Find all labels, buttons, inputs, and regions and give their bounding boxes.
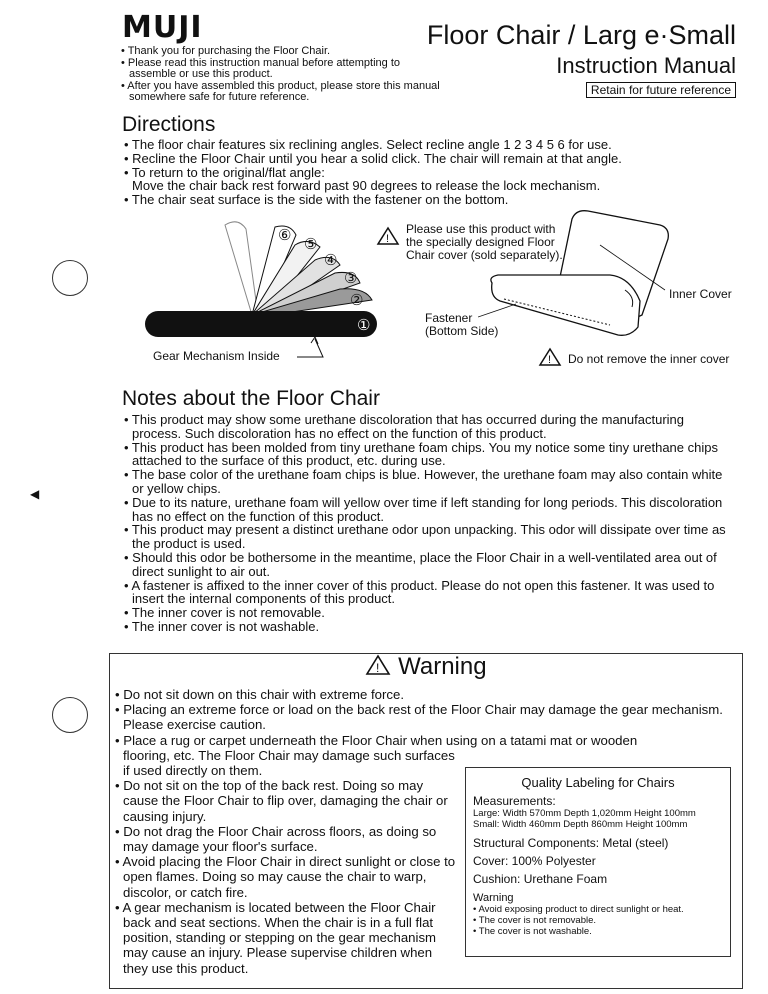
angle-label: ② xyxy=(350,292,364,309)
list-item: • Placing an extreme force or load on the back rest of the Floor Chair may damage the gear mechanism. Please exercise caution. xyxy=(115,702,723,733)
directions-line: • To return to the original/flat angle: xyxy=(124,164,325,180)
chair-cushion-diagram xyxy=(480,205,700,345)
chair-base xyxy=(145,311,377,337)
list-item: • A gear mechanism is located between the Floor Chair back and seat sections. When the chair is in a full flat position, standing or stepping on the gear mechanism may cause an injury. Please supervise children when they use this product. xyxy=(115,899,437,976)
list-item: • This product may present a distinct urethane odor upon unpacking. This odor will dissipate over time as the product is used. xyxy=(124,522,726,552)
fastener-label: Fastener xyxy=(425,311,473,325)
list-item: • The inner cover is not washable. xyxy=(124,618,320,634)
punch-hole xyxy=(52,260,88,296)
structural-components: Structural Components: Metal (steel) xyxy=(473,836,669,850)
notes-list xyxy=(119,413,729,634)
list-item: • Place a rug or carpet underneath the Floor Chair when using on a tatami mat or wooden xyxy=(115,732,638,748)
do-not-remove-note: Do not remove the inner cover xyxy=(568,352,730,366)
punch-hole xyxy=(52,697,88,733)
angle-label: ④ xyxy=(324,252,338,269)
list-item: • Should this odor be bothersome in the meantime, place the Floor Chair in a well-ventilated area out of direct sunlight to air out. xyxy=(124,549,717,579)
measurements-large: Large: Width 570mm Depth 1,020mm Height 100mm xyxy=(473,808,696,819)
manual-title: Floor Chair / Larg e·Small xyxy=(426,20,736,50)
notes-heading: Notes about the Floor Chair xyxy=(122,387,380,410)
directions-line: • The chair seat surface is the side with the fastener on the bottom. xyxy=(124,192,509,208)
fold-arrow-icon: ◀ xyxy=(30,487,40,501)
list-item: • Avoid placing the Floor Chair in direct sunlight or close to open flames. Doing so may cause the chair to warp, discolor, or catch fire. xyxy=(115,854,456,900)
quality-heading: Quality Labeling for Chairs xyxy=(521,775,675,790)
directions-text xyxy=(119,138,719,207)
list-item: • This product may show some urethane discoloration that has occurred during the manufacturing process. Such discoloration has no effect on the function of this product. xyxy=(124,412,685,441)
list-item: • The base color of the urethane foam chips is blue. However, the urethane foam may also contain white or yellow chips. xyxy=(124,467,723,496)
list-item: • This product has been molded from tiny urethane foam chips. You my notice some tiny urethane chips attached to the surface of this product, etc. during use. xyxy=(124,439,718,469)
quality-label-box xyxy=(465,767,731,957)
directions-line: • Recline the Floor Chair until you hear a solid click. The chair will remain at that angle. xyxy=(124,150,622,166)
fastener-sub-label: (Bottom Side) xyxy=(425,324,499,338)
cover-note: Please use this product with the specially designed Floor Chair cover (sold separately). xyxy=(406,222,563,262)
list-item: • The inner cover is not removable. xyxy=(124,605,325,621)
warning-heading-text: Warning xyxy=(398,653,487,680)
fastener-pointer xyxy=(478,302,518,320)
list-item: • Due to its nature, urethane foam will yellow over time if left standing for long periods. This discoloration has no effect on the function of this product. xyxy=(124,494,723,524)
list-item-continued: flooring, etc. The Floor Chair may damage such surfaces if used directly on them. xyxy=(123,747,455,779)
measurements-small: Small: Width 460mm Depth 860mm Height 100mm xyxy=(473,819,688,830)
cover-material: Cover: 100% Polyester xyxy=(473,854,596,868)
intro-text xyxy=(119,46,449,104)
directions-heading: Directions xyxy=(122,113,216,136)
quality-warning-item: • The cover is not removable. xyxy=(473,915,597,926)
svg-text:!: ! xyxy=(548,354,552,366)
svg-text:!: ! xyxy=(386,233,390,245)
brand-logo: MUJI xyxy=(122,10,203,45)
caution-icon xyxy=(538,347,562,367)
list-item: • A fastener is affixed to the inner cover of this product. Please do not open this fastener. It was used to insert the internal components of this product. xyxy=(124,577,715,607)
list-item: • Do not sit down on this chair with extreme force. xyxy=(115,687,405,702)
caution-icon xyxy=(376,226,400,246)
list-item: • Do not drag the Floor Chair across floors, as doing so may damage your floor's surface. xyxy=(115,823,437,855)
quality-warning-item: • Avoid exposing product to direct sunlight or heat. xyxy=(473,904,684,915)
intro-line: • Please read this instruction manual before attempting to assemble or use this product. xyxy=(121,56,401,80)
retain-label: Retain for future reference xyxy=(586,82,736,98)
svg-text:!: ! xyxy=(376,661,380,675)
directions-line: • The floor chair features six reclining angles. Select recline angle 1 2 3 4 5 6 for use. xyxy=(124,137,612,152)
angle-label: ⑤ xyxy=(304,236,318,253)
warning-heading xyxy=(0,653,768,681)
intro-line: • After you have assembled this product, please store this manual somewhere safe for future reference. xyxy=(121,79,440,103)
angle-label: ① xyxy=(357,317,371,334)
inner-cover-label: Inner Cover xyxy=(669,287,732,301)
intro-line: • Thank you for purchasing the Floor Chair. xyxy=(121,45,331,57)
recline-angle-diagram xyxy=(140,215,390,365)
list-item: • Do not sit on the top of the back rest. Doing so may cause the Floor Chair to flip over, damaging the chair or causing injury. xyxy=(115,778,448,824)
directions-line: Move the chair back rest forward past 90 degrees to release the lock mechanism. xyxy=(132,178,601,194)
gear-label: Gear Mechanism Inside xyxy=(153,349,280,363)
gear-pointer xyxy=(295,335,325,359)
quality-warning-item: • The cover is not washable. xyxy=(473,926,592,937)
caution-icon xyxy=(365,654,391,676)
angle-label: ③ xyxy=(344,270,358,287)
measurements-label: Measurements: xyxy=(473,794,556,808)
cushion-material: Cushion: Urethane Foam xyxy=(473,872,608,886)
manual-subtitle: Instruction Manual xyxy=(556,53,736,78)
quality-warning-label: Warning xyxy=(473,892,514,904)
angle-label: ⑥ xyxy=(278,227,292,244)
